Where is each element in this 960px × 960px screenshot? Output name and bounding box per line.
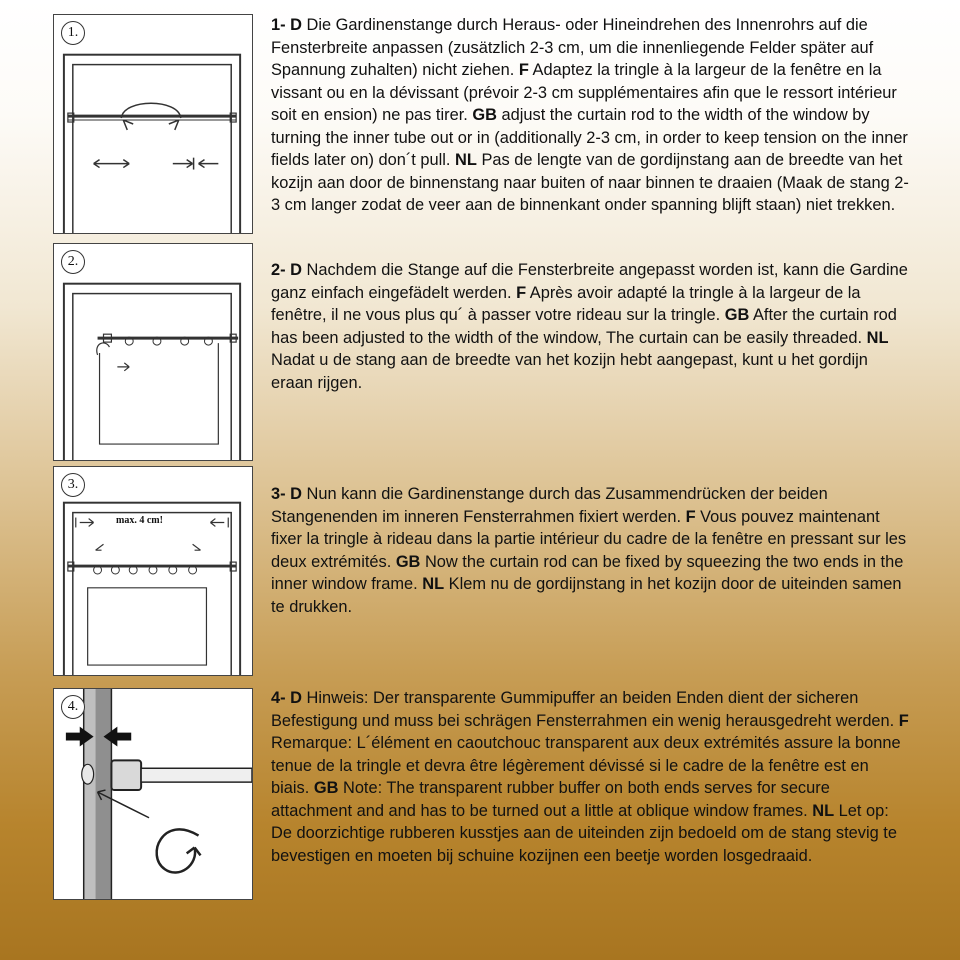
instruction-de: Die Gardinenstange durch Heraus- oder Hineindrehen des Innenrohrs auf die Fensterbreite anpassen (zusätzlich 2-3 cm, um die innenliegende Felder später auf Spannung zuhalten) nicht ziehen. bbox=[271, 16, 874, 79]
instruction-nl: Pas de lengte van de gordijnstang aan de breedte van het kozijn aan door de binnenstang naar buiten of naar binnen te draaien (Maak de stang 2-3 cm langer zodat de veer aan de binnenkant onder spanning blijft staan) niet trekken. bbox=[271, 151, 909, 214]
lang-code: NL bbox=[455, 151, 477, 169]
step-number-badge: 4. bbox=[61, 695, 85, 719]
instruction-nl: Klem nu de gordijnstang in het kozijn door de uiteinden samen te drukken. bbox=[271, 575, 902, 616]
lang-code: F bbox=[518, 61, 529, 79]
step-1-illustration bbox=[53, 14, 253, 234]
instruction-gb: adjust the curtain rod to the width of the window by turning the inner tube out or in (additionally 2-3 cm, in order to keep tension on the inner fields later on) don´t pull. bbox=[271, 106, 908, 169]
step-lead: 1- D bbox=[271, 16, 302, 34]
lang-code: F bbox=[685, 507, 696, 526]
lang-code: F bbox=[516, 283, 527, 302]
instruction-fr: Après avoir adapté la tringle à la largeur de la fenêtre, il ne vous plus qu´ à passer votre rideau sur la tringle. bbox=[271, 283, 861, 324]
step-3-instructions bbox=[271, 483, 911, 618]
step-4-illustration bbox=[53, 688, 253, 900]
instruction-nl: Let op: De doorzichtige rubberen kusstjes aan de uiteinden zijn bedoeld om de stang stevig te bevestigen en moeten bij schuine kozijnen een beetje worden losgedraaid. bbox=[271, 801, 897, 865]
window-rod-adjust-drawing bbox=[54, 15, 252, 233]
instruction-fr: Adaptez la tringle à la largeur de la fenêtre en la vissant ou en la dévissant (prévoir 2-3 cm supplémentaires afin que le ressort intérieur soit en ension) ne pas tirer. bbox=[271, 61, 897, 124]
step-4-instructions bbox=[271, 687, 911, 867]
instruction-gb: Now the curtain rod can be fixed by squeezing the two ends in the inner window frame. bbox=[271, 552, 904, 593]
instruction-de: Hinweis: Der transparente Gummipuffer an beiden Enden dient der sicheren Befestigung und muss bei schrägen Fensterrahmen ein wenig herausgedreht werden. bbox=[271, 689, 899, 730]
step-number-badge: 2. bbox=[61, 250, 85, 274]
lang-code: GB bbox=[724, 306, 750, 324]
rubber-buffer-drawing bbox=[54, 689, 252, 899]
instruction-fr: Remarque: L´élément en caoutchouc transparent aux deux extrémités assure la bonne tenue de la tringle et devra être légèrement dévissé si le cadre de la fenêtre est en biais. bbox=[271, 734, 901, 797]
step-2-instructions bbox=[271, 259, 911, 394]
lang-code: NL bbox=[866, 328, 889, 347]
instruction-nl: Nadat u de stang aan de breedte van het kozijn hebt aangepast, kunt u het gordijn eraan rijgen. bbox=[271, 351, 868, 392]
lang-code: NL bbox=[422, 575, 445, 593]
step-number-badge: 1. bbox=[61, 21, 85, 45]
curtain-threading-drawing bbox=[54, 244, 252, 460]
instruction-de: Nun kann die Gardinenstange durch das Zusammendrücken der beiden Stangenenden im inneren Fensterrahmen fixiert werden. bbox=[271, 485, 828, 526]
rod-fixing-drawing bbox=[54, 467, 252, 675]
lang-code: GB bbox=[472, 106, 497, 124]
step-2-illustration bbox=[53, 243, 253, 461]
lang-code: NL bbox=[812, 801, 835, 820]
step-3-illustration bbox=[53, 466, 253, 676]
lang-code: GB bbox=[395, 552, 421, 571]
max-distance-label: max. 4 cm! bbox=[116, 515, 163, 526]
lang-code: GB bbox=[313, 779, 339, 797]
step-lead: 4- D bbox=[271, 689, 302, 707]
instruction-gb: After the curtain rod has been adjusted to the width of the window, The curtain can be easily threaded. bbox=[271, 306, 897, 347]
step-1-instructions bbox=[271, 14, 911, 217]
lang-code: F bbox=[898, 711, 909, 730]
instruction-fr: Vous pouvez maintenant fixer la tringle à rideau dans la partie intérieur du cadre de la fenêtre en pressant sur les deux extrémités. bbox=[271, 507, 907, 571]
step-lead: 3- D bbox=[271, 485, 302, 503]
step-lead: 2- D bbox=[271, 261, 302, 279]
instruction-de: Nachdem die Stange auf die Fensterbreite angepasst worden ist, kann die Gardine ganz einfach eingefädelt werden. bbox=[271, 261, 908, 302]
step-number-badge: 3. bbox=[61, 473, 85, 497]
instruction-gb: Note: The transparent rubber buffer on both ends serves for secure attachment and and has to be turned out a little at oblique window frames. bbox=[271, 779, 830, 820]
